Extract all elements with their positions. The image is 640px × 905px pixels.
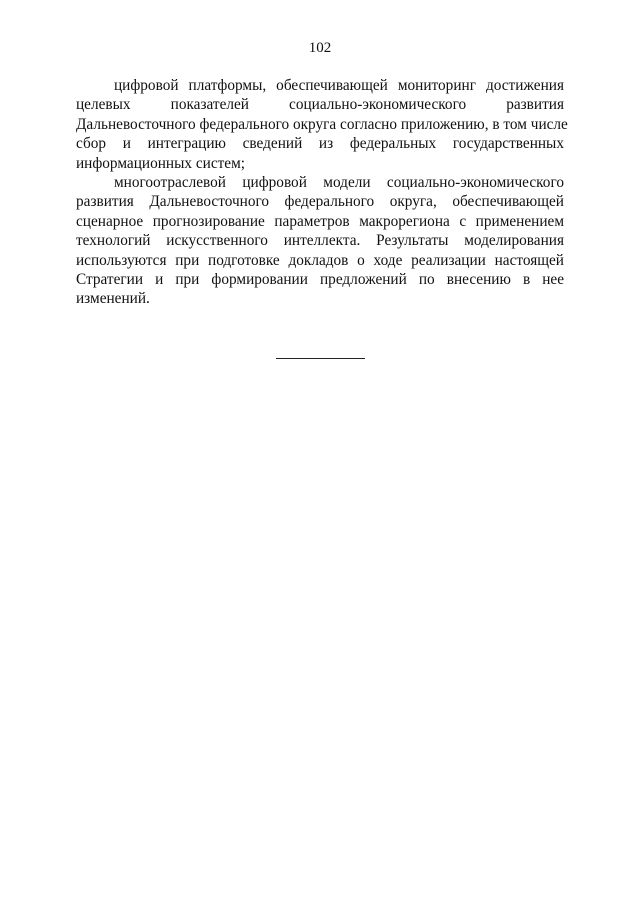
text-line: Стратегии и при формировании предложений по внесению в нее xyxy=(76,271,564,289)
text-line: сценарное прогнозирование параметров макрорегиона с применением xyxy=(76,212,564,230)
paragraph-digital-platform xyxy=(76,76,568,173)
end-separator-line xyxy=(276,358,365,359)
text-line: Дальневосточного федерального округа согласно приложению, в том числе xyxy=(76,115,568,133)
body-text xyxy=(76,76,568,309)
text-line: сбор и интеграцию сведений из федеральных государственных xyxy=(76,135,564,153)
text-line: цифровой платформы, обеспечивающей мониторинг достижения xyxy=(114,77,564,94)
text-line: технологий искусственного интеллекта. Результаты моделирования xyxy=(76,232,564,250)
text-line: информационных систем; xyxy=(76,154,246,172)
paragraph-digital-model xyxy=(76,173,564,309)
text-line: развития Дальневосточного федерального округа, обеспечивающей xyxy=(76,193,564,211)
page-number: 102 xyxy=(308,40,332,56)
text-line: используются при подготовке докладов о ходе реализации настоящей xyxy=(76,251,564,269)
text-line: изменений. xyxy=(76,290,150,308)
text-line: многоотраслевой цифровой модели социально-экономического xyxy=(114,174,564,192)
text-line: целевых показателей социально-экономического развития xyxy=(76,96,564,114)
